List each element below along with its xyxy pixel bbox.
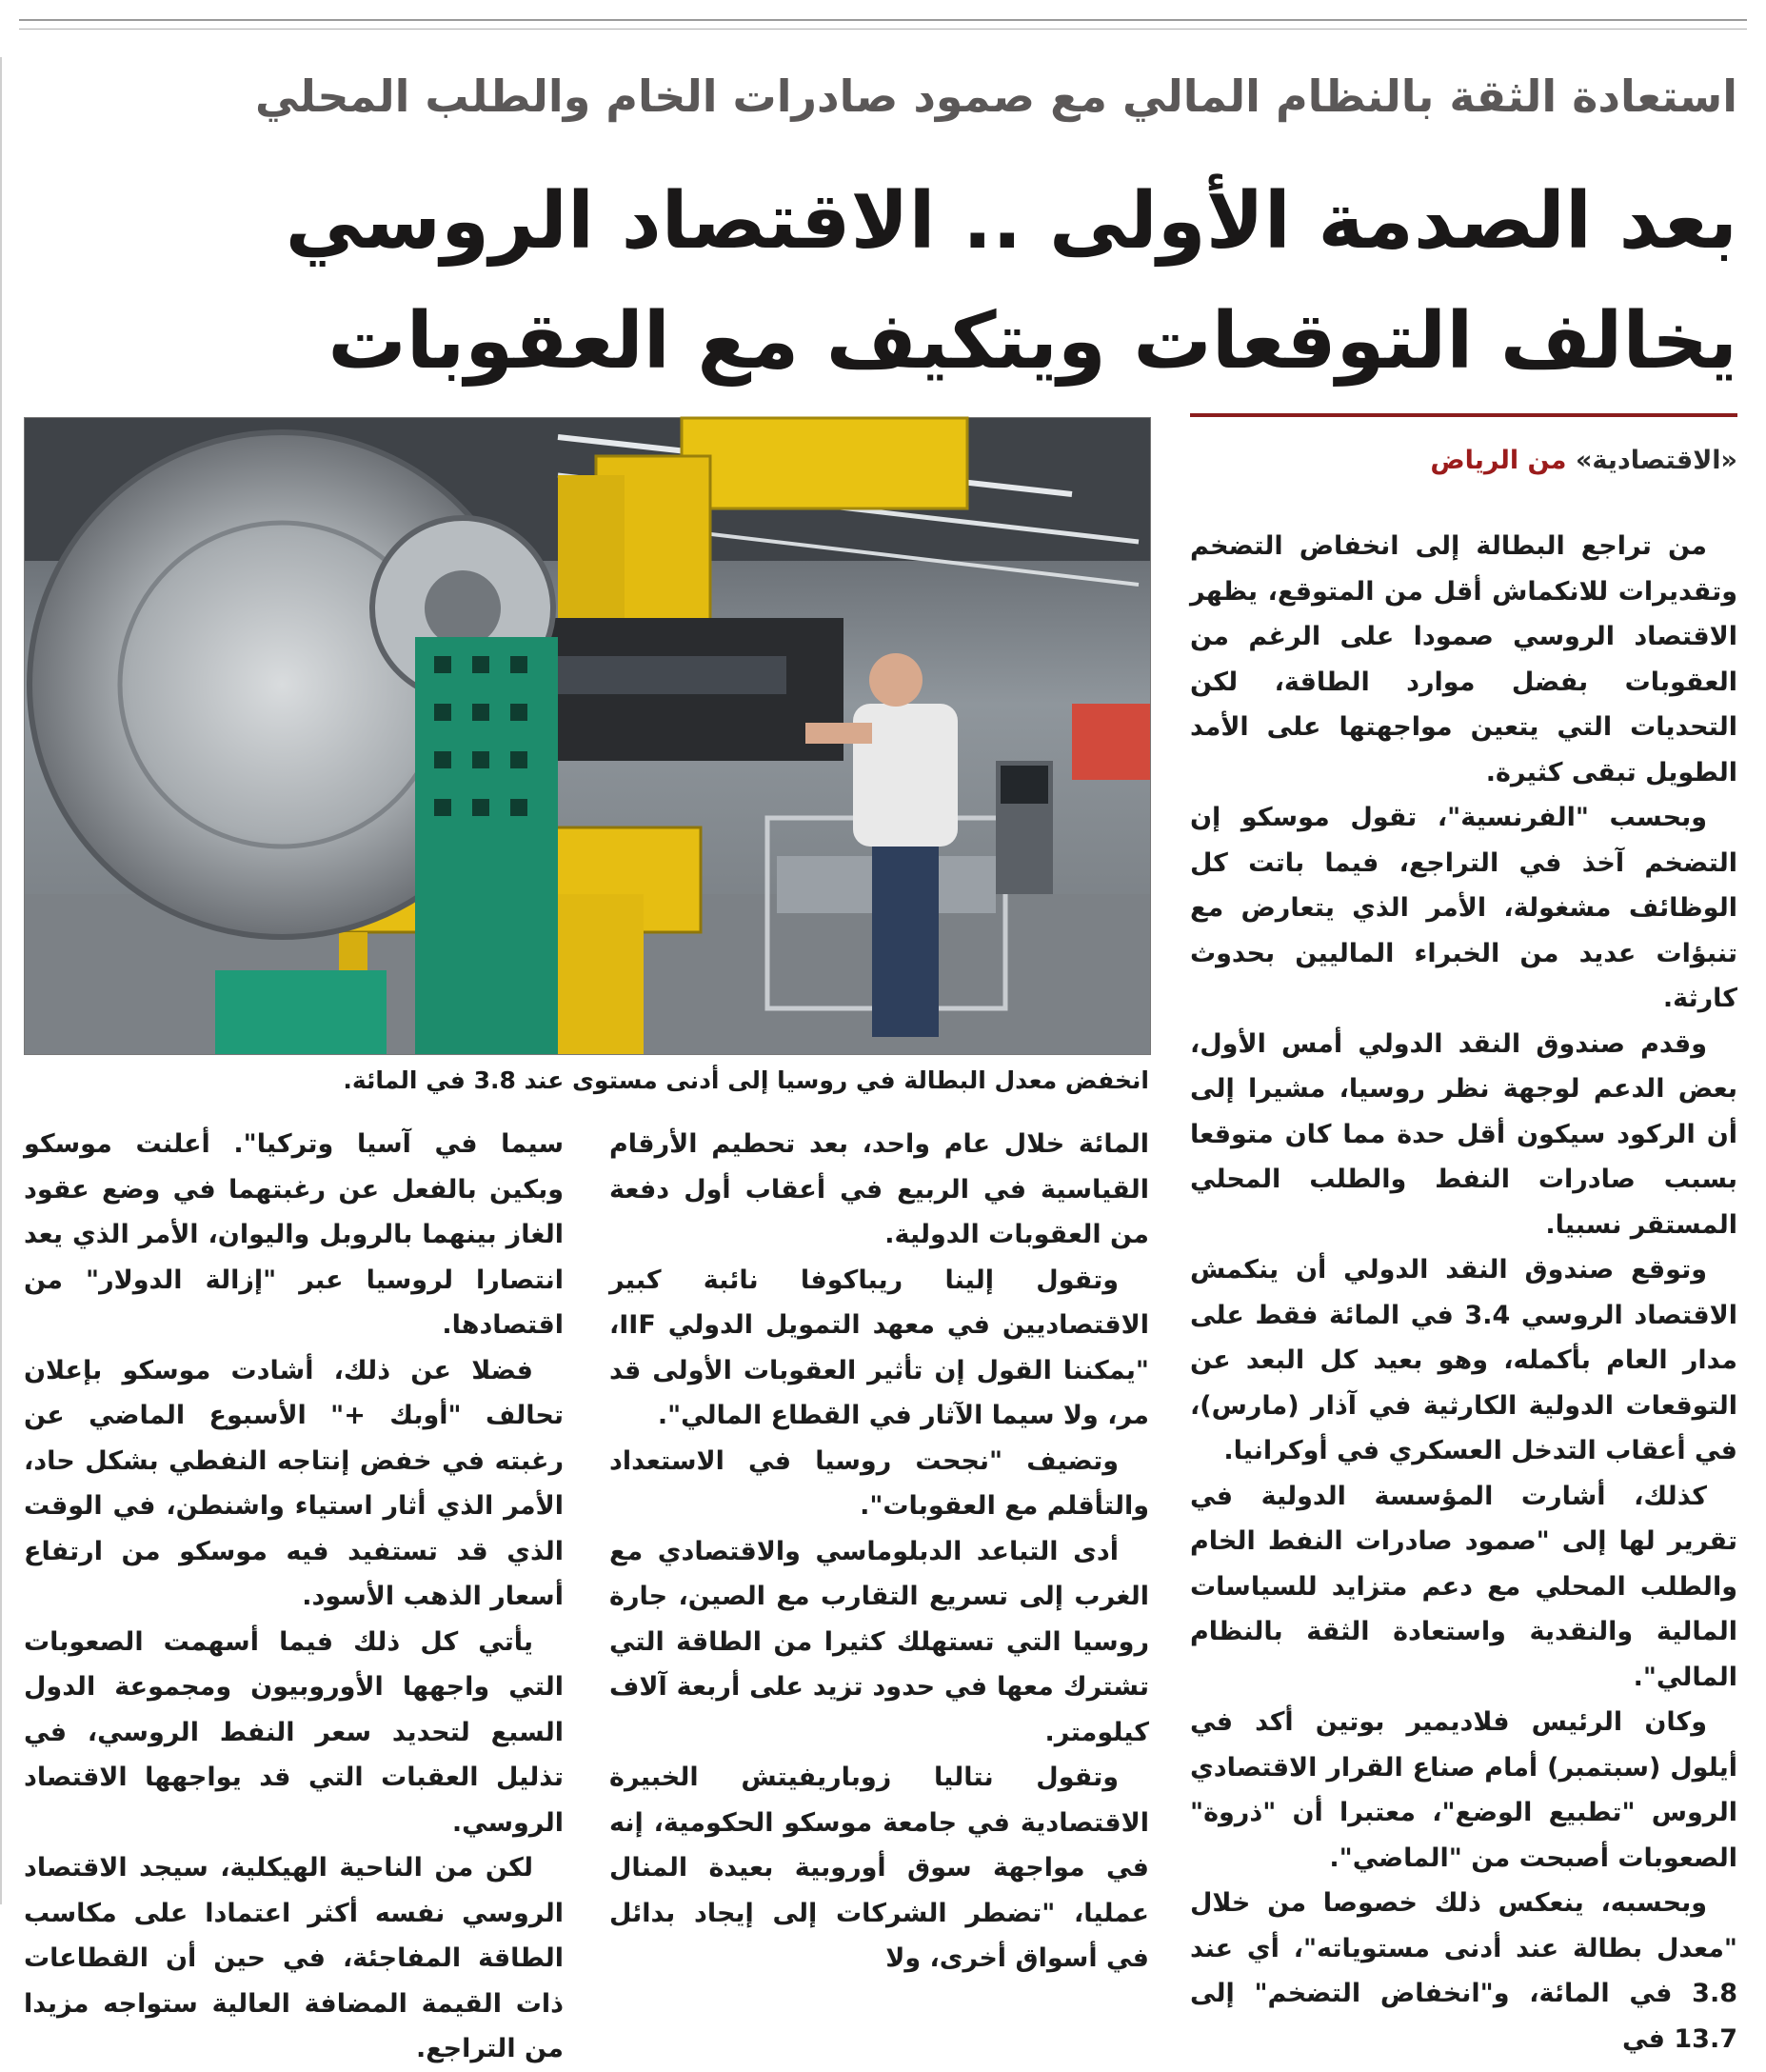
paragraph: وقدم صندوق النقد الدولي أمس الأول، بعض الدعم لوجهة نظر روسيا، مشيرا إلى أن الركود سيكون أقل حدة مما كان متوقعا بسبب صادرات النفط والطلب المحلي المستقر نسبيا. bbox=[1190, 1028, 1737, 1240]
paragraph: وكان الرئيس فلاديمير بوتين أكد في أيلول (سبتمبر) أمام صناع القرار الاقتصادي الروس "تطبيع الوضع"، معتبرا أن "ذروة" الصعوبات أصبحت من "الماضي". bbox=[1190, 1707, 1737, 1873]
article-column-2 bbox=[609, 1122, 1149, 1973]
paragraph: فضلا عن ذلك، أشادت موسكو بإعلان تحالف "أوبك +" الأسبوع الماضي عن رغبته في خفض إنتاجه النفطي بشكل حاد، الأمر الذي أثار استياء واشنطن، في الوقت الذي قد تستفيد فيه موسكو من ارتفاع أسعار الذهب الأسود. bbox=[24, 1355, 564, 1611]
article-column-1 bbox=[1190, 524, 1737, 2054]
byline-source: «الاقتصادية» bbox=[1575, 446, 1737, 475]
paragraph: سيما في آسيا وتركيا". أعلنت موسكو وبكين بالفعل عن رغبتهما في وضع عقود الغاز بينهما بالروبل واليوان، الأمر الذي يعد انتصارا لروسيا عبر "إزالة الدولار" من اقتصادها. bbox=[24, 1129, 564, 1340]
kicker: استعادة الثقة بالنظام المالي مع صمود صادرات الخام والطلب المحلي bbox=[255, 70, 1737, 122]
article-column-3 bbox=[24, 1122, 564, 2063]
byline-place: من الرياض bbox=[1430, 446, 1567, 475]
worker-head bbox=[869, 653, 923, 707]
yellow-crane-beam bbox=[682, 418, 967, 508]
paragraph: وبحسب "الفرنسية"، تقول موسكو إن التضخم آخذ في التراجع، فيما باتت كل الوظائف مشغولة، الأمر الذي يتعارض مع تنبؤات عديد من الخبراء الماليين بحدوث كارثة. bbox=[1190, 803, 1737, 1013]
paragraph: من تراجع البطالة إلى انخفاض التضخم وتقديرات للانكماش أقل من المتوقع، يظهر الاقتصاد الروسي صمودا على الرغم من العقوبات بفضل موارد الطاقة، لكن التحديات التي يتعين مواجهتها على الأمد الطويل تبقى كثيرة. bbox=[1190, 531, 1737, 787]
top-rule-thin bbox=[19, 29, 1747, 30]
top-rule bbox=[19, 19, 1747, 21]
byline-rule bbox=[1190, 413, 1737, 417]
worker-legs bbox=[872, 837, 939, 1037]
paragraph: لكن من الناحية الهيكلية، سيجد الاقتصاد الروسي نفسه أكثر اعتمادا على مكاسب الطاقة المفاجئة، في حين أن القطاعات ذات القيمة المضافة العالية ستواجه مزيدا من التراجع. bbox=[24, 1853, 564, 2063]
paragraph: كذلك، أشارت المؤسسة الدولية في تقرير لها إلى "صمود صادرات النفط الخام والطلب المحلي مع دعم متزايد للسياسات المالية والنقدية واستعادة الثقة بالنظام المالي". bbox=[1190, 1481, 1737, 1692]
paragraph: المائة خلال عام واحد، بعد تحطيم الأرقام القياسية في الربيع في أعقاب أول دفعة من العقوبات الدولية. bbox=[609, 1129, 1149, 1249]
paragraph: وتوقع صندوق النقد الدولي أن ينكمش الاقتصاد الروسي 3.4 في المائة فقط على مدار العام بأكمله، وهو بعيد كل البعد عن التوقعات الدولية الكارثية في آذار (مارس)، في أعقاب التدخل العسكري في أوكرانيا. bbox=[1190, 1255, 1737, 1465]
paragraph: أدى التباعد الدبلوماسي والاقتصادي مع الغرب إلى تسريع التقارب مع الصين، جارة روسيا التي تستهلك كثيرا من الطاقة التي تشترك معها في حدود تزيد على أربعة آلاف كيلومتر. bbox=[609, 1536, 1149, 1747]
paragraph: يأتي كل ذلك فيما أسهمت الصعوبات التي واجهها الأوروبيون ومجموعة الدول السبع لتحديد سعر النفط الروسي، في تذليل العقبات التي قد يواجهها الاقتصاد الروسي. bbox=[24, 1626, 564, 1838]
paragraph: وتقول نتاليا زوباريفيتش الخبيرة الاقتصادية في جامعة موسكو الحكومية، إنه في مواجهة سوق أوروبية بعيدة المنال عمليا، "تضطر الشركات إلى إيجاد بدائل في أسواق أخرى، ولا bbox=[609, 1763, 1149, 1973]
byline bbox=[1190, 446, 1737, 475]
page-edge-rule bbox=[0, 57, 2, 1904]
photo-caption: انخفض معدل البطالة في روسيا إلى أدنى مستوى عند 3.8 في المائة. bbox=[343, 1066, 1149, 1094]
green-fixture-rack bbox=[415, 637, 558, 1054]
article-photo bbox=[24, 417, 1151, 1055]
paragraph: وتقول إلينا ريباكوفا نائبة كبير الاقتصاديين في معهد التمويل الدولي IIF، "يمكننا القول إن تأثير العقوبات الأولى قد مر، ولا سيما الآثار في القطاع المالي". bbox=[609, 1265, 1149, 1430]
headline: بعد الصدمة الأولى .. الاقتصاد الروسي يخالف التوقعات ويتكيف مع العقوبات bbox=[285, 176, 1737, 387]
paragraph: وبحسبه، ينعكس ذلك خصوصا من خلال "معدل بطالة عند أدنى مستوياته"، أي عند 3.8 في المائة، و"انخفاض التضخم" إلى 13.7 في bbox=[1190, 1888, 1737, 2054]
paragraph: وتضيف "نجحت روسيا في الاستعداد والتأقلم مع العقوبات". bbox=[609, 1445, 1149, 1521]
